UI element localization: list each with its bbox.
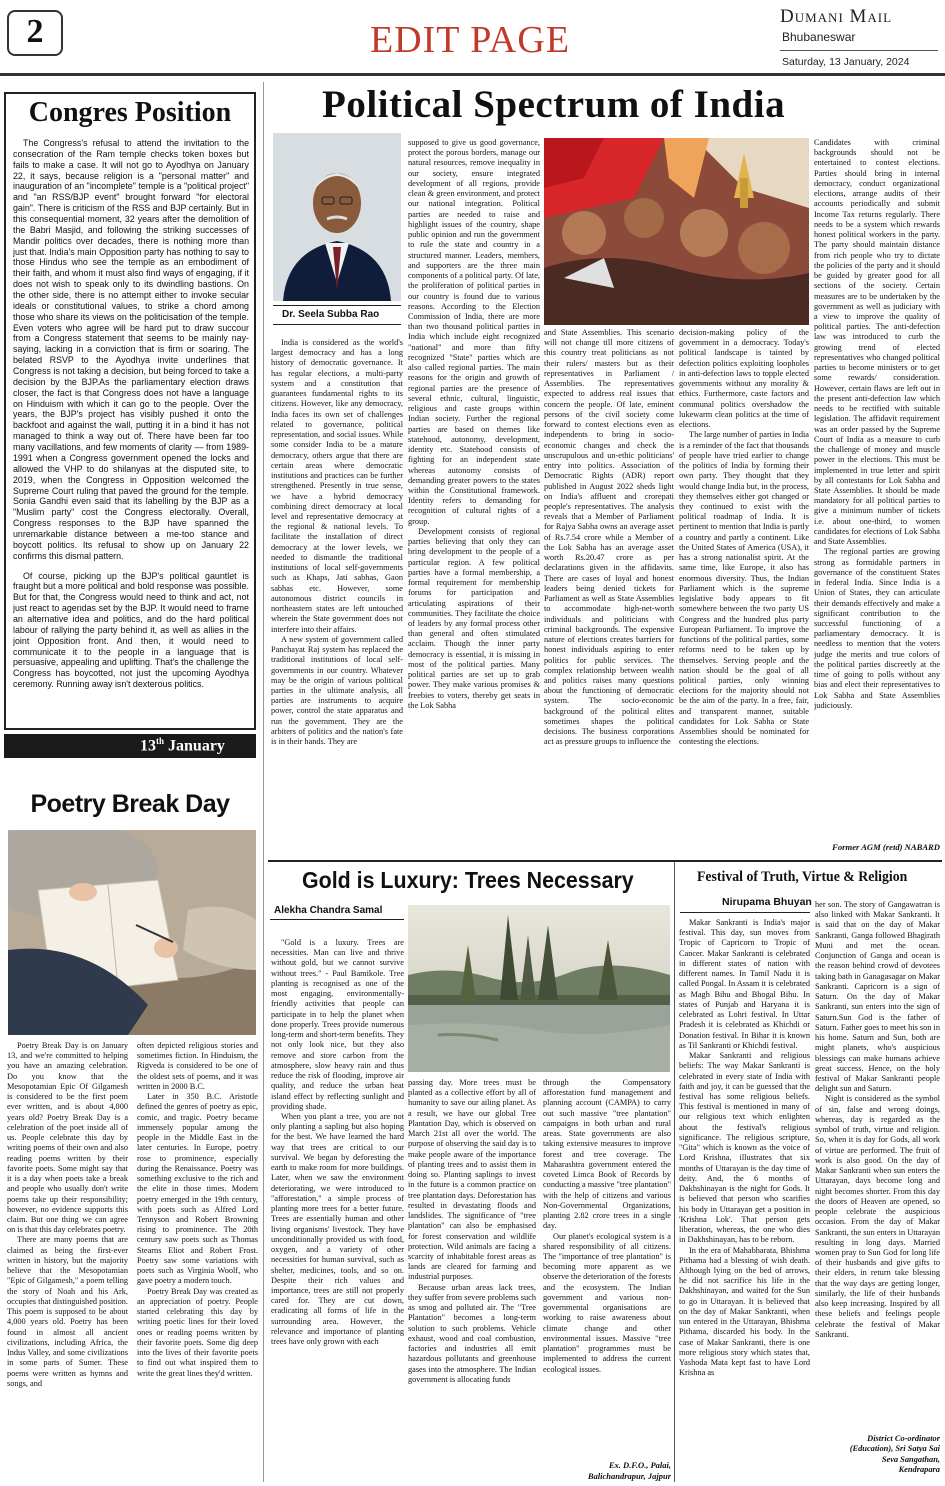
spectrum-author-designation: Former AGM (retd) NABARD [832,842,940,852]
festival-author-rule [680,912,810,913]
column-separator [263,82,264,1482]
spectrum-paragraph: The large number of parties in India is a reminder of the fact that thousands of people have tried earlier to change the politics of India by forming their own party. They thought that they would change India but, in the process, they themselves either got changed or they continued to exist with the political roadmap of India. It is pertinent to mention that India is partly a country and partly a continent. Like the United States of America (USA), it has a strong nationalist spirit. At the same time, like Europe, it also has enormous diversity. Thus, the Indian Parliament which is the supreme legislative body appears to fit somewhere between the two party US Congress and the hundred plus party European Parliament. To improve the functions of the political parties, some reforms need to be taken up by themselves. Serving people and the nation should be the goal of all political parties, only winning elections for the majority should not be the aim of the party. In a free, fair, and transparent manner, suitable candidates for Lok Sabha or State Assemblies should be nominated for contesting the elections. [679,430,809,747]
poetry-paragraph: There are many poems that are claimed as being the first-ever written in history, but the majority believe that the Mesopotamian "Epic of Gilgamesh," a poem telling the story of Noah and his Ark, occupies that distinguished position. This poem is supposed to be about 4,000 years old. Poetry has been found in almost all ancient civilizations, including Africa, the Indus Valley, and some civilizations in some parts of Sumer. These poems were written as hymns and songs, and [7,1235,128,1388]
poetry-date-suffix: th [156,736,165,746]
festival-paragraph: Makar Sankranti is India's major festival. This day, sun moves from Tropic of Capricorn to Tropic of Cancer. Makar Sankranti is celebrated in different states of nation with different names. In Tamil Nadu it is called Pongal. In Assam it is celebrated as Magh Bihu and Bhogal Bihu. In states of Punjab and Haryana it is celebrated as Lohri festival. In Uttar Pradesh it is celebrated as Khichdi or Donation festival. In Bihar it is known as Til Sankranti or Khichdi festival. [679,918,810,1050]
section-title: EDIT PAGE [369,19,571,61]
protest-photo [544,138,809,325]
gold-paragraph: through the Compensatory afforestation fund management and planning account (CAMPA) to carry out such massive "tree plantation" campaigns in both urban and rural areas. State governments are also taking extensive measures to improve forest and tree coverage. The Maharashtra government entered the coveted Limca Book of Records by conducting a massive "tree plantation" with the help of citizens and various Non-Governmental Organizations, planting 2.82 crore trees in a single day. [543,1078,671,1231]
festival-designation-line: Seva Sangathan, [881,1454,940,1464]
poetry-date-day: 13 [140,737,156,755]
editorial-paragraph: Of course, picking up the BJP's political gauntlet is fraught but a more political and bold response was possible. But for that, the Congress would need to think and act, not just react to agendas set by the BJP. It would need to frame an alternative idea and politics, and do the hard political labour of rallying the party behind it, as well as allies in the joint Opposition front. And then, it would need to communicate it to the people in a language that is persuasive, appealing and uplifting. That's the challenge the Congress has boycotted, not just the upcoming Ayodhya ceremony. Running away isn't dexterous politics. [13,570,249,690]
spectrum-col-3 [544,328,674,856]
gold-author-designation-1: Ex. D.F.O., Palai, [608,1460,671,1470]
festival-designation-line: District Co-ordinator [867,1434,940,1443]
city: Bhubaneswar [782,30,856,44]
protest-crowd-icon [544,138,809,325]
section-divider [268,860,942,862]
festival-paragraph: Makar Sankranti and religious beliefs: The way Makar Sankranti is celebrated in every state of India with faith and joy, it can be guessed that the festival has some religious beliefs. This festival is mentioned in many of our religious text which enlighten about the festival's religious significance. The religious scripture, "Gita" which is known as the voice of Lord Krishna, illustrates that six months of Uttarayan is the day time of deity. And, the 6 months of Dakhshinayan is the night for Gods. It is believed that person who scarifies his body in Uttarayan get a position in 'Krishna Lok'. That person gets liberation, whereas, the one who dies in Dakhshinayan, has to be reborn. [679,1051,810,1245]
editorial-paragraph: The Congress's refusal to attend the invitation to the consecration of the Ram temple checks token boxes but fails to make a case. It will not go to Ayodhya on January 22, it says, because religion is a "personal matter" and inauguration of an "incomplete" temple is a "political project" and "an RSS/BJP event" brought forward "for electoral gain". There is criticism of the RSS and BJP certainly. But in this consequential moment, 32 years after the demolition of the Babri Masjid, and following the striking successes of Mandir politics over decades, there is nothing more than just that. India's main Opposition party has nothing to say to those Hindus who see the temple as an embodiment of their faith, and whom it must also find ways of engaging, if it does not wish to speak only to its dwindling bastions. On the other side, there is no attempt either to invoke secular ideals or constitutional values, to strike a chord among those who share its views on the politicisation of the temple. Even voters who agree will be hard put to draw succour from a Congress statement that seems to be mainly nay-saying, lacking in a conviction that is firm or soaring. The belated RSVP to the Ayodhya invite underlines that Congress is not taking a decision, but being forced to take a decision by the BJP.As the parliamentary election draws closer, the fact is that Congress does not have a language on Hinduism with which it can go to the people. Over the years, the BJP's project has visibly pushed it onto the backfoot and against the wall, putting it in a bind it has not managed to think a way out of. There have been far too many vacillations, and few moments of clarity — from 1989-1991 when a Congress government opened the locks and allowed the VHP to do shilanyas at the disputed site, to 2019, when the Congress in Opposition welcomed the Supreme Court ruling that paved the ground for the temple. Sonia Gandhi even said that its labelling by the BJP as a "Muslim party" cost the Congress electorally. Overall, Congress responses to the BJP have spanned the unremarkable distance between a me-too stance and boycott politics. Its refusal to show up on January 22 confirms this dismal pattern. [13,138,249,561]
forest-lake-icon [408,905,670,1072]
poetry-photo [8,830,256,1035]
gold-col-2 [408,1078,536,1481]
gold-author-rule [270,919,404,920]
poetry-paragraph: Later in 350 B.C. Aristotle defined the genres of poetry as epic, comic, and tragic. Poetry became immensely popular among the people in the Middle East in the later centuries. In Europe, poetry rose to prominence, especially during the Renaissance. Poetry was something exclusive to the rich and the elite in those times. Modern poetry emerged in the 19th century, with poets such as Alfred Lord Tennyson and Robert Browning rising to prominence. The 20th century saw poets such as Thomas Stearns Eliot and Robert Frost. Poetry saw some variations with poets such as Virginia Woolf, who gave poetry a modern touch. [137,1092,258,1286]
poetry-paragraph: often depicted religious stories and sometimes fiction. In Hinduism, the Rigveda is considered to be one of the oldest sets of poems, and it was written in 2000 B.C. [137,1041,258,1091]
paper-name: Dumani Mail [780,6,893,27]
spectrum-author: Dr. Seela Subba Rao [282,309,380,320]
author-photo [273,133,401,301]
gold-paragraph: Because urban areas lack trees, they suffer from severe problems such as smog and polluted air. The "Tree Plantation" becomes a long-term solution to such problems. Vehicle exhaust, wood and coal combustion, factories and industries all emit hazardous pollutants and greenhouse gases into the atmosphere. The Indian government is allocating funds [408,1282,536,1384]
festival-designation-line: (Education), Sri Satya Sai [849,1444,940,1454]
masthead-rule [0,73,945,76]
gold-author-designation-2: Balichandrapur, Jajpur [587,1471,671,1481]
festival-col-2 [815,900,940,1425]
gold-title: Gold is Luxury: Trees Necessary [302,867,634,893]
festival-separator [674,862,675,1482]
date: Saturday, 13 January, 2024 [782,56,910,68]
spectrum-paragraph: supposed to give us good governance, protect the porous borders, manage our natural resources, remove inequality in our society, ensure integrated development of all regions, provide clean & green environment, and protect our national integration. Political parties are needed to raise and highlight issues of the country, shape public opinion and run the government to rule the state and country in a structured manner. Leaders, members, and supporters are the three main components of a political party. Of late, the proliferation of political parties in our country is found due to various reasons. According to the Election Commission of India, there are more than two thousand political parties in India which include eight recognized "national" and more than fifty recognized "State" parties which are also called regional parties. The main reasons for the origin and growth of regional parties are the presence of several ethnic, cultural, linguistic, religious and caste groups within Indian society. Further the regional parties are based on themes like statehood, autonomy, development, identity etc. Statehood consists of fighting for an independent state whereas autonomy consists of demanding greater powers to the states within the Constitutional framework. Identity refers to demanding for recognition of cultural rights of a group. [408,138,540,526]
festival-title: Festival of Truth, Virtue & Religion [697,869,908,885]
gold-paragraph: Our planet's ecological system is a shared responsibility of all citizens. The "importance of tree plantation" is becoming more apparent as we observe the deterioration of the forests and the ecosystem. The Indian government and various non-governmental organisations are working to raise awareness about climate change and other environmental issues. Massive "tree plantation" programmes must be implemented to address the current ecological issues. [543,1231,671,1374]
masthead-rule-small [780,50,938,51]
author-rule [273,324,401,325]
festival-author-designation [815,1434,940,1475]
gold-col-1 [271,938,404,1481]
gold-author: Alekha Chandra Samal [274,905,383,916]
spectrum-paragraph: India is considered as the world's largest democracy and has a long history of democratic governance. It has regular elections, a multi-party system and a constitution that guarantees fundamental rights to its citizens. However, like any democracy, India faces its own set of challenges related to governance, political representation, and social issues. While some consider India to be a mature democracy, others argue that there are certain areas where democratic institutions and practices can be further strengthened. Presently in true sense, we have a hybrid democracy combining direct democracy at local level and representative democracy at the regional & national levels. To facilitate the installation of direct democracy at the lower levels, we needed to dismantle the traditional institutions of local self-governments such as Khaps, Jati sabhas, Gaon sabhas etc. However, some autonomous district councils in northeastern states are left untouched wherein the State government does not interfere into their affairs. [271,338,403,634]
spectrum-col-4 [679,328,809,856]
poetry-title: Poetry Break Day [30,790,230,818]
editorial-body [13,138,249,728]
poetry-paragraph: Poetry Break Day was created as an appreciation of poetry. People started celebrating this day by writing poetic lines for their loved ones or reading poems written by their favorite poets. Some dig deep into the lives of their favorite poets to find out what inspired them to write the great lines they'd written. [137,1286,258,1378]
lake-photo [408,905,670,1072]
book-reading-icon [8,830,256,1035]
gold-paragraph: passing day. More trees must be planted as a collective effort by all of humanity to save our ailing planet. As a result, we have our global Tree Plantation Day, which is observed on March 21st all over the world. The purpose of observing the said day is to make people aware of the importance of planting trees and to assist them in doing so. Planting saplings to invest in the future is a common practice on tree plantation days. Deforestation has resulted in devastating floods and landslides. The significance of "tree plantation" can also be emphasised for forest conservation and wildlife protection. Wild animals are facing a scarcity of inhabitable forest areas as lands are cleared for farming and industrial purposes. [408,1078,536,1282]
spectrum-col-5 [814,138,940,838]
spectrum-col-2 [408,138,540,856]
spectrum-paragraph: decision-making policy of the government in a democracy. Today's political landscape is tainted by defection politics exploiting loopholes in anti-defection laws to topple elected governments without any morality & ethics. Furthermore, caste factors and communal politics overshadow the lukewarm clean politics at the time of elections. [679,328,809,430]
gold-paragraph: When you plant a tree, you are not only planting a sapling but also hoping for the best. We have learned the hard way that trees are critical to our survival. We began by deforesting the earth to make room for more buildings. Later, when we saw the environment deteriorating, we were introduced to "afforestation," a simple process of planting more trees for a better future. Trees are essentially human and other living organisms' livestock. They have unconditionally provided us with food, oxygen, and a variety of other necessities for human survival, such as shelter, medicines, tools, and so on. Despite their rich values and importance, trees are still not properly cared for. They are cut down, eradicating all forms of life in the surrounding area. However, the relevance and importance of planting trees have only grown with each [271,1111,404,1347]
poetry-col-1 [7,1041,128,1481]
spectrum-paragraph: The regional parties are growing strong as formidable partners in governance of the constituent States in federal India. Since India is a Union of States, they can articulate their demands effectively and make a significant contribution to the successful functioning of a parliamentary democracy. It is needless to mention that the voters judge the merits and true colors of the political parties discreetly at the time of going to polls without any bias and elect their representatives to Lok Sabha and State Assemblies judiciously. [814,547,940,710]
gold-col-3 [543,1078,671,1458]
spectrum-paragraph: and State Assemblies. This scenario will not change till more citizens of this country treat politicians as not their rulers/ masters but as their representatives in Parliament / Assemblies. The representatives expected to address real issues that concern the people. Of late, eminent persons of the civil society come forward to contest elections even as independents to bring in socio-economic changes and check the unscrupulous and un-ethic politicians' entry into politics. Association of Democratic Rights (ADR) report published in August 2022 sheds light on India's affluent and crorepati people's representatives. The analysis reveals that a Member of Parliament for Rajya Sabha owns an average asset of Rs.7.54 crore while a Member of the Lok Sabha has an average asset worth Rs.20.47 crore as per declarations given in the affidavits. There are cases of loyal and honest leaders being denied tickets for Parliament as well as State Assemblies to accommodate high-net-worth individuals and politicians with criminal backgrounds. The expensive nature of elections creates barriers for honest individuals aspiring to enter politics for public services. The complex relationship between wealth and politics raises many questions about the functioning of democratic system. The socio-economic background of the political elites sometimes shapes the political decisions. The business corporations act as pressure groups to influence the [544,328,674,747]
festival-author: Nirupama Bhuyan [722,896,812,908]
spectrum-col-1 [271,338,403,856]
festival-paragraph: Night is considered as the symbol of sin, false and wrong doings, whereas, day is regarded as the symbol of truth, virtue and religion. So, when it is day for Gods, all work of virtue are performed. The fruit of work is also good. On the day of Makar Sankranti when sun enters the Uttarayan, days become long and night becomes shorter. From this day the doors of Heaven are opened, so people celebrate the auspicious occasion. From the day of Makar Sankranti, the sun enters in Uttarayan resulting in long days. Married women pray to Sun God for long life of their husbands and give gifts to their elders, in return take blessing that the way days are getting longer, similarly, the life of their husbands also keep increasing. Inspired by all these beliefs and feelings people celebrate the festival of Makar Sankranti. [815,1094,940,1339]
page-number: 2 [26,13,44,50]
festival-paragraph: In the era of Mahabharata, Bhishma Pithama had a blessing of wish death. Although lying on the bed of arrows, he did not sacrifice his life in the Dakhshinayan, and waited for the Sun to go in Uttarayan. It is believed that on the day of Makar Sankranti, when sun entered in the Uttarayan, Bhishma Pithama, discarded his body. In the case of Makar Sankranti, there is one more religious story which states that, Yashoda Mata kept fast to have Lord Krishna as [679,1245,810,1378]
spectrum-paragraph: Development consists of regional parties believing that only they can bring development to the people of a particular region. A few political parties have a formal membership, a formal requirement for membership forums for participation and articulating aspirations of their communities. They facilitate the choice of leaders by any formal process other than general and often stimulated acclaim. Though the inner party democracy is essential, it is missing in most of the political parties. Many political parties are set up to grab power. They make various promises & freebies to voters, thereby get seats in the Lok Sabha [408,526,540,710]
festival-designation-line: Kendrapara [898,1464,940,1474]
poetry-col-2 [137,1041,258,1481]
spectrum-paragraph: A new system of government called Panchayat Raj system has replaced the traditional institutions of local self-governments in our country. Whatever may be the origin of various political parties in the ultimate analysis, all parties are instruments to acquire power, control the state apparatus and run the government. They are the arbiters of politics and the nation's fate is in their hands. They are [271,634,403,747]
poetry-date-month: January [168,737,225,755]
poetry-date [140,736,225,755]
editorial-title: Congres Position [28,97,232,128]
festival-col-1 [679,918,810,1481]
author-rule [273,305,401,306]
festival-paragraph: her son. The story of Gangawatran is also linked with Makar Sankranti. It is said that on the day of Makar Sankranti, Ganga followed Bhagirath Muni and met the ocean. Conjunction of Ganga and ocean is the reason behind crowd of devotees taking bath in Ganagasagar on Makar Sankranti. Capricorn is a sign of Saturn. On the day of Makar Sankranti, sun enters into the sign of Saturn.Sun God is the father of Saturn. Father goes to meet his son in his home. Saturn and Sun, both are might planets, who's auspicious blessings can make humans achieve great success. Hence, on the holy festival of Makar Sankranti people delight sun and Saturn. [815,900,940,1094]
author-portrait-icon [273,133,401,301]
poetry-paragraph: Poetry Break Day is on January 13, and we're committed to helping you have an amazing celebration. Do you know that the Mesopotamian Epic Of Gilgamesh is considered to be the first poem ever written, and is about 4,000 years old? Poetry Break Day is a celebration of the poet inside all of us. People celebrate this day by writing poems of their own and also reading poems written by their favorite poets. Some might say that it is a day when poets take a break and people who usually don't write poems take up their responsibility; however, no evidence supports this claim. But one thing we can agree on is that this day celebrates poetry. [7,1041,128,1235]
gold-paragraph: "Gold is a luxury. Trees are necessities. Man can live and thrive without gold, but we cannot survive without trees." - Paul Bamikole. Tree planting is recognised as one of the most engaging, environmentally-friendly activities that people can participate in to help the planet when done properly. Trees provide numerous long-term and short-term benefits. They not only look nice, but they also remove and store carbon from the atmosphere, slow heavy rain and thus reduce the risk of flooding, improve air quality, and reduce the urban heat island effect by reflecting sunlight and providing shade. [271,938,404,1111]
spectrum-paragraph: Candidates with criminal backgrounds should not be entertained to contest elections. Parties should bring in internal democracy, conduct organizational elections, arrange audits of their accounts periodically and submit Income Tax returns regularly. There needs to be a system which rewards honest political workers in the party. The party should maintain distance from rich people who try to dictate the policies of the party and it should be guided by greater good for all sections of the society. Certain measures are to be undertaken by the government as well as judiciary with a view to improve the quality of political parties. The anti-defection law was introduced to curb the growing trend of elected representatives who changed political parties to become ministers or to get some rewards/ consideration. However, certain flaws are left out in the present anti-defection law which needs to be rectified with suitable legislation. The affidavit requirement was an order passed by the Supreme Court of India as a measure to curb the challenge of money and muscle power in the elections. This must be implemented in true letter and spirit by all contestants for Lok Sabha and State Assemblies. It should be made mandatory for all political parties to give a minimum number of tickets i.e. about one-third, to women candidates for elections of Lok Sabha and State Assemblies. [814,138,940,547]
spectrum-title: Political Spectrum of India [322,83,786,126]
